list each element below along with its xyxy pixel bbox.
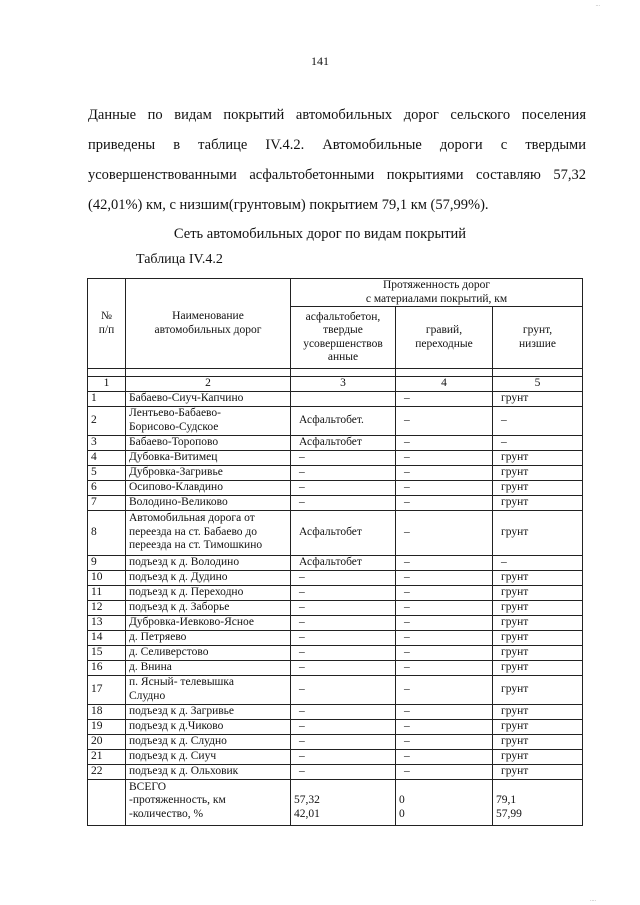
ground-cell: – bbox=[493, 555, 583, 570]
header-ground: грунт, низшие bbox=[493, 307, 583, 369]
corner-mark-bottom: .... bbox=[590, 897, 596, 903]
row-number-cell: 20 bbox=[88, 734, 126, 749]
header-length-group: Протяженность дорог с материалами покрытий, км bbox=[291, 279, 583, 307]
gap-cell bbox=[88, 369, 126, 377]
ground-cell: грунт bbox=[493, 510, 583, 555]
row-number-cell: 1 bbox=[88, 391, 126, 406]
road-name-cell: подъезд к д. Дудино bbox=[126, 570, 291, 585]
table-body bbox=[88, 391, 583, 825]
column-number: 5 bbox=[493, 377, 583, 392]
asphalt-cell: – bbox=[291, 719, 396, 734]
ground-cell: грунт bbox=[493, 570, 583, 585]
asphalt-cell bbox=[291, 391, 396, 406]
ground-cell: грунт bbox=[493, 764, 583, 779]
total-row bbox=[88, 779, 583, 825]
asphalt-cell: – bbox=[291, 704, 396, 719]
gravel-cell: – bbox=[396, 435, 493, 450]
road-name-cell: подъезд к д. Загривье bbox=[126, 704, 291, 719]
column-number: 4 bbox=[396, 377, 493, 392]
intro-line: (42,01%) км, с низшим(грунтовым) покрытием 79,1 км (57,99%). bbox=[88, 197, 489, 213]
intro-line: приведены в таблице IV.4.2. Автомобильные дороги с твердыми bbox=[88, 137, 586, 153]
road-name-cell: подъезд к д. Заборье bbox=[126, 600, 291, 615]
asphalt-cell: – bbox=[291, 630, 396, 645]
total-label-cell: ВСЕГО -протяженность, км -количество, % bbox=[126, 779, 291, 825]
road-name-cell: д. Селиверстово bbox=[126, 645, 291, 660]
asphalt-cell: Асфальтобет. bbox=[291, 406, 396, 435]
road-name-cell: Бабаево-Торопово bbox=[126, 435, 291, 450]
gravel-cell: – bbox=[396, 645, 493, 660]
ground-cell: грунт bbox=[493, 675, 583, 704]
ground-cell: грунт bbox=[493, 704, 583, 719]
asphalt-cell: Асфальтобет bbox=[291, 510, 396, 555]
asphalt-cell: – bbox=[291, 764, 396, 779]
table-row bbox=[88, 675, 583, 704]
road-name-cell: подъезд к д. Слудно bbox=[126, 734, 291, 749]
gravel-cell: – bbox=[396, 764, 493, 779]
road-name-cell: Дубровка-Загривье bbox=[126, 465, 291, 480]
gravel-cell: – bbox=[396, 406, 493, 435]
asphalt-cell: – bbox=[291, 450, 396, 465]
row-number-cell: 13 bbox=[88, 615, 126, 630]
table-row bbox=[88, 391, 583, 406]
table-row bbox=[88, 749, 583, 764]
ground-cell: грунт bbox=[493, 391, 583, 406]
gravel-cell: – bbox=[396, 450, 493, 465]
gravel-cell: – bbox=[396, 391, 493, 406]
gap-cell bbox=[493, 369, 583, 377]
row-number-cell: 7 bbox=[88, 495, 126, 510]
row-number-cell: 6 bbox=[88, 480, 126, 495]
table-row bbox=[88, 435, 583, 450]
ground-cell: грунт bbox=[493, 645, 583, 660]
table-row bbox=[88, 450, 583, 465]
gap-cell bbox=[126, 369, 291, 377]
ground-cell: грунт bbox=[493, 734, 583, 749]
header-asphalt: асфальтобетон, твердые усовершенствов анные bbox=[291, 307, 396, 369]
road-name-cell: д. Петряево bbox=[126, 630, 291, 645]
road-name-cell: п. Ясный- телевышка Слудно bbox=[126, 675, 291, 704]
table-row bbox=[88, 480, 583, 495]
ground-cell: – bbox=[493, 435, 583, 450]
ground-cell: грунт bbox=[493, 495, 583, 510]
total-ground-cell: 79,1 57,99 bbox=[493, 779, 583, 825]
road-name-cell: подъезд к д. Володино bbox=[126, 555, 291, 570]
intro-line: усовершенствованными асфальтобетонными покрытиями составляю 57,32 bbox=[88, 167, 586, 183]
table-row bbox=[88, 406, 583, 435]
roads-table bbox=[87, 278, 583, 826]
ground-cell: грунт bbox=[493, 465, 583, 480]
row-number-cell: 3 bbox=[88, 435, 126, 450]
road-name-cell: подъезд к д. Переходно bbox=[126, 585, 291, 600]
road-name-cell: Осипово-Клавдино bbox=[126, 480, 291, 495]
row-number-cell: 17 bbox=[88, 675, 126, 704]
gravel-cell: – bbox=[396, 585, 493, 600]
row-number-cell: 9 bbox=[88, 555, 126, 570]
ground-cell: грунт bbox=[493, 450, 583, 465]
row-number-cell: 11 bbox=[88, 585, 126, 600]
gravel-cell: – bbox=[396, 465, 493, 480]
asphalt-cell: – bbox=[291, 660, 396, 675]
road-name-cell: Дубровка-Иевково-Ясное bbox=[126, 615, 291, 630]
row-number-cell: 18 bbox=[88, 704, 126, 719]
road-name-cell: подъезд к д. Сиуч bbox=[126, 749, 291, 764]
header-name: Наименование автомобильных дорог bbox=[126, 279, 291, 369]
row-number-cell: 10 bbox=[88, 570, 126, 585]
asphalt-cell: – bbox=[291, 675, 396, 704]
gravel-cell: – bbox=[396, 630, 493, 645]
asphalt-cell: – bbox=[291, 480, 396, 495]
gravel-cell: – bbox=[396, 675, 493, 704]
ground-cell: грунт bbox=[493, 719, 583, 734]
asphalt-cell: – bbox=[291, 749, 396, 764]
table-row bbox=[88, 555, 583, 570]
row-number-cell: 15 bbox=[88, 645, 126, 660]
table-title: Сеть автомобильных дорог по видам покрытий bbox=[173, 226, 467, 242]
ground-cell: грунт bbox=[493, 480, 583, 495]
row-number-cell: 19 bbox=[88, 719, 126, 734]
asphalt-cell: – bbox=[291, 734, 396, 749]
table-row bbox=[88, 719, 583, 734]
road-name-cell: д. Внина bbox=[126, 660, 291, 675]
ground-cell: грунт bbox=[493, 660, 583, 675]
ground-cell: грунт bbox=[493, 630, 583, 645]
gravel-cell: – bbox=[396, 734, 493, 749]
asphalt-cell: Асфальтобет bbox=[291, 435, 396, 450]
gravel-cell: – bbox=[396, 719, 493, 734]
asphalt-cell: Асфальтобет bbox=[291, 555, 396, 570]
table-row bbox=[88, 704, 583, 719]
table-label: Таблица IV.4.2 bbox=[136, 252, 223, 267]
gravel-cell: – bbox=[396, 570, 493, 585]
ground-cell: грунт bbox=[493, 749, 583, 764]
row-number-cell: 8 bbox=[88, 510, 126, 555]
intro-paragraph bbox=[88, 100, 586, 220]
row-number-cell: 5 bbox=[88, 465, 126, 480]
gravel-cell: – bbox=[396, 510, 493, 555]
page-number: 141 bbox=[311, 54, 329, 68]
ground-cell: – bbox=[493, 406, 583, 435]
header-gravel: гравий, переходные bbox=[396, 307, 493, 369]
total-number-cell bbox=[88, 779, 126, 825]
column-number: 1 bbox=[88, 377, 126, 392]
table-row bbox=[88, 734, 583, 749]
gravel-cell: – bbox=[396, 480, 493, 495]
asphalt-cell: – bbox=[291, 465, 396, 480]
road-name-cell: подъезд к д.Чиково bbox=[126, 719, 291, 734]
row-number-cell: 16 bbox=[88, 660, 126, 675]
total-gravel-cell: 0 0 bbox=[396, 779, 493, 825]
road-name-cell: Лентьево-Бабаево- Борисово-Судское bbox=[126, 406, 291, 435]
asphalt-cell: – bbox=[291, 615, 396, 630]
table-row bbox=[88, 600, 583, 615]
table-row bbox=[88, 630, 583, 645]
row-number-cell: 2 bbox=[88, 406, 126, 435]
row-number-cell: 21 bbox=[88, 749, 126, 764]
road-name-cell: Бабаево-Сиуч-Капчино bbox=[126, 391, 291, 406]
table-row bbox=[88, 764, 583, 779]
table-row bbox=[88, 465, 583, 480]
table-row bbox=[88, 645, 583, 660]
header-num: № п/п bbox=[88, 279, 126, 369]
asphalt-cell: – bbox=[291, 645, 396, 660]
column-number: 2 bbox=[126, 377, 291, 392]
asphalt-cell: – bbox=[291, 495, 396, 510]
table-row bbox=[88, 495, 583, 510]
column-number: 3 bbox=[291, 377, 396, 392]
table-row bbox=[88, 660, 583, 675]
gravel-cell: – bbox=[396, 749, 493, 764]
gravel-cell: – bbox=[396, 495, 493, 510]
corner-mark-top: ... bbox=[595, 2, 600, 8]
row-number-cell: 22 bbox=[88, 764, 126, 779]
table-row bbox=[88, 615, 583, 630]
table-row bbox=[88, 570, 583, 585]
ground-cell: грунт bbox=[493, 585, 583, 600]
gravel-cell: – bbox=[396, 555, 493, 570]
table-row bbox=[88, 585, 583, 600]
road-name-cell: Дубовка-Витимец bbox=[126, 450, 291, 465]
asphalt-cell: – bbox=[291, 585, 396, 600]
gravel-cell: – bbox=[396, 660, 493, 675]
ground-cell: грунт bbox=[493, 615, 583, 630]
row-number-cell: 4 bbox=[88, 450, 126, 465]
table-row bbox=[88, 510, 583, 555]
intro-line: Данные по видам покрытий автомобильных дорог сельского поселения bbox=[88, 107, 586, 123]
gravel-cell: – bbox=[396, 600, 493, 615]
road-name-cell: подъезд к д. Ольховик bbox=[126, 764, 291, 779]
ground-cell: грунт bbox=[493, 600, 583, 615]
total-asphalt-cell: 57,32 42,01 bbox=[291, 779, 396, 825]
gap-cell bbox=[291, 369, 396, 377]
gravel-cell: – bbox=[396, 615, 493, 630]
road-name-cell: Володино-Великово bbox=[126, 495, 291, 510]
asphalt-cell: – bbox=[291, 600, 396, 615]
gap-cell bbox=[396, 369, 493, 377]
row-number-cell: 12 bbox=[88, 600, 126, 615]
row-number-cell: 14 bbox=[88, 630, 126, 645]
road-name-cell: Автомобильная дорога от переезда на ст. Бабаево до переезда на ст. Тимошкино bbox=[126, 510, 291, 555]
gravel-cell: – bbox=[396, 704, 493, 719]
asphalt-cell: – bbox=[291, 570, 396, 585]
